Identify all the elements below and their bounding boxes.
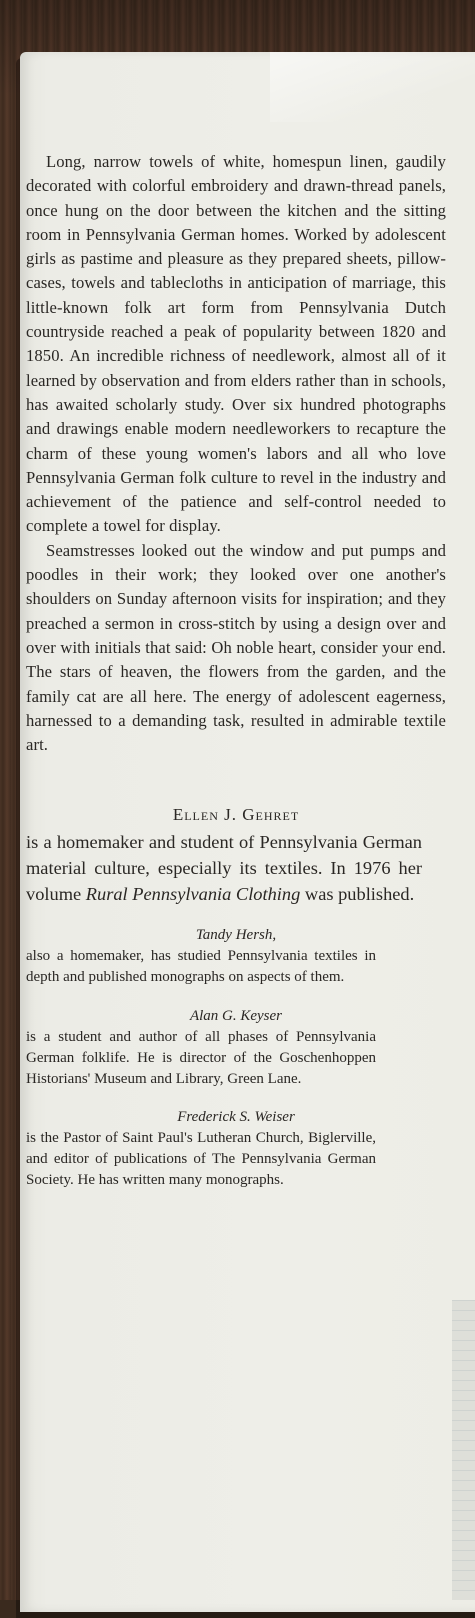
contributor-bio: is a student and author of all phases of Pennsylvania German folklife. He is director of the Goschenhoppen Historians' Museum and Library, Green Lane. — [26, 1029, 376, 1087]
author-book-title: Rural Pennsylvania Clothing — [85, 884, 301, 905]
author-bio-end: was published. — [300, 884, 415, 905]
author-bio-text: is a homemaker and student of Pennsylvania German material culture, especially its textiles. In 1976 her volume — [26, 832, 422, 905]
contributor-bio: also a homemaker, has studied Pennsylvania textiles in depth and published monographs on aspects of them. — [26, 948, 376, 986]
contributor-name: Tandy Hersh, — [195, 927, 277, 944]
description-paragraph-1: Long, narrow towels of white, homespun linen, gaudily decorated with colorful embroidery and drawn-thread panels, once hung on the door between the kitchen and the sitting room in Pennsylvania German homes. Worked by adolescent girls as pastime and pleasure as they prepared sheets, pillow-cases, towels and tablecloths in anticipation of marriage, this little-known folk art form from Pennsylvania Dutch countryside reached a peak of popularity between 1820 and 1850. An incredible richness of needlework, almost all of it learned by observation and from elders rather than in schools, has awaited scholarly study. Over six hundred photographs and drawings enable modern needleworkers to recapture the charm of these young women's labors and all who love Pennsylvania German folk culture to revel in the industry and achievement of the patience and self-control needed to complete a towel for display. — [26, 152, 446, 536]
flap-text — [26, 150, 446, 1191]
description-paragraph-2: Seamstresses looked out the window and put pumps and poodles in their work; they looked over one another's shoulders on Sunday afternoon visits for inspiration; and they preached a sermon in cross-stitch by using a design over and over with initials that said: Oh noble heart, consider your end. The stars of heaven, the flowers from the garden, and the family cat are all here. The energy of adolescent eagerness, harnessed to a demanding task, resulted in admirable textile art. — [26, 540, 446, 755]
contributor-bio: is the Pastor of Saint Paul's Lutheran Church, Biglerville, and editor of publications of The Pennsylvania German Society. He has written many monographs. — [26, 1130, 376, 1188]
author-bio — [26, 829, 422, 907]
contributor-name: Alan G. Keyser — [189, 1008, 283, 1025]
author-name: Ellen J. Gehret — [172, 805, 300, 825]
contributor-name: Frederick S. Weiser — [177, 1109, 295, 1126]
grid-paper-edge — [452, 1300, 475, 1600]
